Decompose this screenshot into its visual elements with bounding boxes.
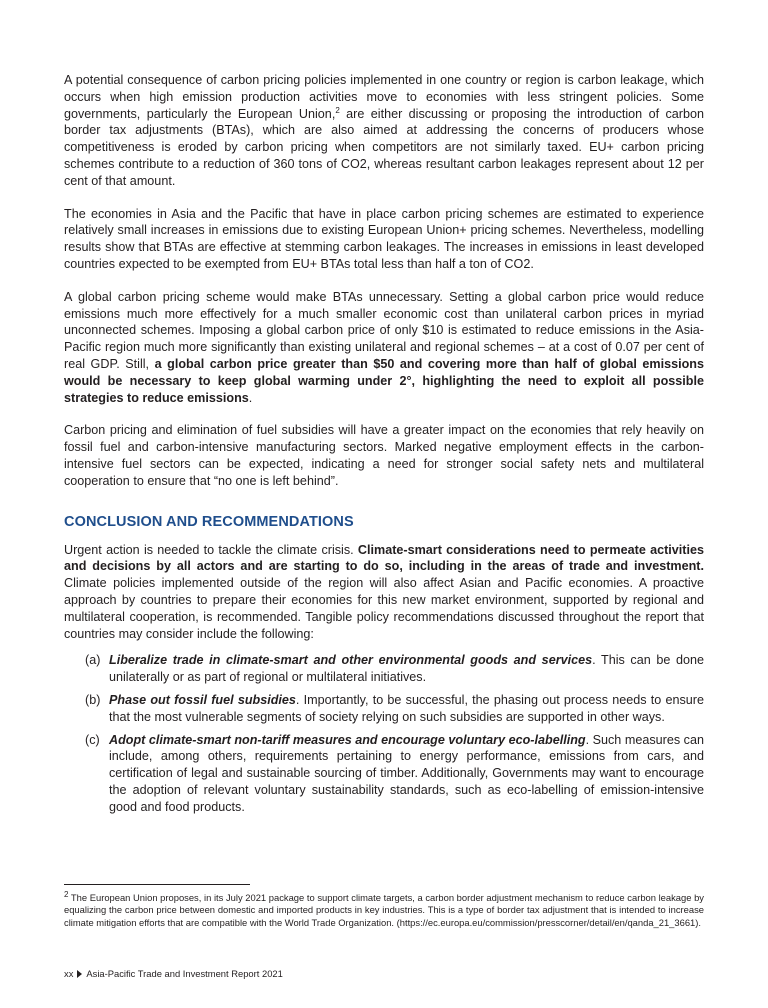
- report-title: Asia-Pacific Trade and Investment Report 2021: [86, 968, 283, 979]
- item-title: Phase out fossil fuel subsidies: [109, 692, 296, 707]
- footnote: [64, 889, 704, 929]
- item-title: Adopt climate-smart non-tariff measures and encourage voluntary eco-labelling: [109, 732, 586, 747]
- paragraph-asia-pacific-emissions: The economies in Asia and the Pacific that have in place carbon pricing schemes are estimated to experience relatively small increases in emissions due to existing European Union+ pricing schemes. Nevertheless, modelling results show that BTAs are effective at stemming carbon leakages. The increases in emissions in least developed countries expected to be exempted from EU+ BTAs total less than half a ton of CO2.: [64, 206, 704, 271]
- paragraph-conclusion-intro: [64, 542, 704, 643]
- footnote-number: 2: [64, 889, 69, 899]
- recommendation-item: [64, 732, 704, 816]
- paragraph-global-carbon-price: [64, 289, 704, 407]
- item-label: (c): [85, 732, 100, 747]
- item-label: (a): [85, 653, 101, 668]
- paragraph-carbon-leakage: [64, 72, 704, 190]
- item-text: . Such measures can include, among others, requirements pertaining to energy performance, emissions from cars, and certification of legal and sustainable sourcing of timber. Additionally, Governments may want to encourage the adoption of relevant voluntary sustainability standards, such as eco-labelling of emission-intensive good and food products.: [109, 732, 704, 814]
- page-body: [64, 72, 704, 821]
- paragraph-bold-text: a global carbon price greater than $50 and covering more than half of global emissions would be necessary to keep global warming under 2°, highlighting the need to exploit all possible strategies to reduce emissions: [64, 356, 704, 405]
- paragraph-text: are either discussing or proposing the introduction of carbon border tax adjustments (BTAs), which are also aimed at addressing the concerns of producers whose competitiveness is eroded by carbon pricing when competitors are not similarly taxed. EU+ carbon pricing schemes contribute to a reduction of 360 tons of CO2, whereas resultant carbon leakages represent about 12 per cent of that amount.: [64, 106, 704, 188]
- page-number: xx: [64, 968, 74, 979]
- paragraph-bold-text: Climate-smart considerations need to permeate activities and decisions by all actors and are starting to do so, including in the areas of trade and investment.: [64, 542, 704, 574]
- item-text: . This can be done unilaterally or as part of regional or multilateral initiatives.: [109, 653, 705, 685]
- footnote-ref[interactable]: 2: [335, 105, 340, 115]
- item-title: Liberalize trade in climate-smart and other environmental goods and services: [109, 653, 593, 668]
- paragraph-text: Climate policies implemented outside of the region will also affect Asian and Pacific economies. A proactive approach by countries to prepare their economies for this new market environment, supported by regional and multilateral cooperation, is recommended. Tangible policy recommendations discussed throughout the report that countries may consider include the following:: [64, 576, 704, 641]
- footnote-divider: [64, 884, 250, 885]
- recommendation-item: [64, 652, 704, 686]
- footnote-text: The European Union proposes, in its July 2021 package to support climate targets, a carbon border adjustment mechanism to reduce carbon leakage by equalizing the carbon price between domestic and imported products in key industries. This is a type of border tax adjustment that is intended to increase climate mitigation efforts that are compatible with the World Trade Organization. (https://ec.europa.eu/commission/presscorner/detail/en/qanda_21_3661).: [64, 892, 704, 928]
- triangle-icon: [77, 970, 82, 978]
- paragraph-text: A global carbon pricing scheme would make BTAs unnecessary. Setting a global carbon price would reduce emissions much more effectively for a much smaller economic cost than unilateral carbon prices in myriad unconnected schemes. Imposing a global carbon price of only $10 is estimated to reduce emissions in the Asia-Pacific region much more significantly than existing unilateral and regional schemes – at a cost of 0.07 per cent of real GDP. Still,: [64, 289, 704, 371]
- item-label: (b): [85, 692, 101, 707]
- paragraph-text: .: [248, 390, 253, 405]
- section-heading: CONCLUSION AND RECOMMENDATIONS: [64, 513, 354, 530]
- item-text: . Importantly, to be successful, the phasing out process needs to ensure that the most vulnerable segments of society relying on such subsidies are supported in other ways.: [109, 692, 704, 724]
- recommendation-item: [64, 692, 704, 726]
- recommendations-list: [64, 652, 704, 815]
- paragraph-text: A potential consequence of carbon pricing policies implemented in one country or region is carbon leakage, which occurs when high emission production activities move to economies with less stringent policies. Some governments, particularly the European Union,: [64, 73, 704, 121]
- paragraph-text: Urgent action is needed to tackle the climate crisis.: [64, 542, 358, 557]
- page-footer: [64, 968, 283, 979]
- paragraph-fuel-subsidies: Carbon pricing and elimination of fuel subsidies will have a greater impact on the economies that rely heavily on fossil fuel and carbon-intensive manufacturing sectors. Marked negative employment effects in the carbon-intensive fuel sectors can be expected, indicating a need for stronger social safety nets and multilateral cooperation to ensure that “no one is left behind”.: [64, 423, 704, 488]
